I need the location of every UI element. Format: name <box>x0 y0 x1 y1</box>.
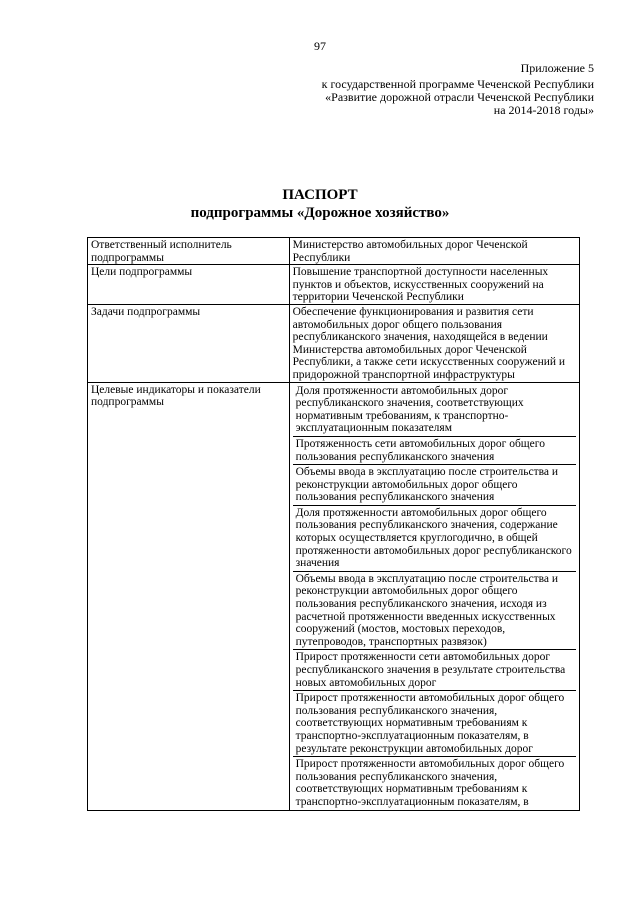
row-value: Министерство автомобильных дорог Чеченской Республики <box>289 238 579 265</box>
appendix-line: к государственной программе Чеченской Республики <box>321 77 594 91</box>
appendix-line: «Развитие дорожной отрасли Чеченской Республики <box>325 90 594 104</box>
appendix-title: Приложение 5 <box>520 61 594 75</box>
table-row <box>88 382 580 810</box>
row-label: Задачи подпрограммы <box>88 304 290 382</box>
indicator-item: Объемы ввода в эксплуатацию после строительства и реконструкции автомобильных дорог общего пользования республиканского значения <box>293 465 576 506</box>
table-row <box>88 238 580 265</box>
indicator-list <box>289 382 579 810</box>
row-value: Повышение транспортной доступности населенных пунктов и объектов, искусственных сооружений на территории Чеченской Республики <box>289 265 579 305</box>
indicator-item: Доля протяженности автомобильных дорог общего пользования республиканского значения, содержание которых осуществляется круглогодично, в общей протяженности автомобильных дорог республиканского значения <box>293 506 576 572</box>
document-title-line: ПАСПОРТ <box>282 187 358 203</box>
document-title <box>0 186 640 222</box>
row-label: Целевые индикаторы и показатели подпрограммы <box>88 382 290 810</box>
indicator-item: Прирост протяженности автомобильных дорог общего пользования республиканского значения, соответствующих нормативным требованиям к транспортно-эксплуатационным показателям, в <box>295 758 565 808</box>
row-label: Ответственный исполнитель подпрограммы <box>88 238 290 265</box>
indicator-item: Прирост протяженности автомобильных дорог общего пользования республиканского значения, соответствующих нормативным требованиям к транспортно-эксплуатационным показателям, в результате реконструкции автомобильных дорог <box>293 691 576 757</box>
indicator-item: Протяженность сети автомобильных дорог общего пользования республиканского значения <box>293 437 576 465</box>
indicator-item: Прирост протяженности сети автомобильных дорог республиканского значения в результате строительства новых автомобильных дорог <box>293 650 576 691</box>
table-row <box>88 304 580 382</box>
passport-table <box>87 237 580 811</box>
row-value: Обеспечение функционирования и развития сети автомобильных дорог общего пользования республиканского значения, находящейся в ведении Министерства автомобильных дорог Чеченской Республики, а также сети искусственных сооружений и придорожной транспортной инфраструктуры <box>289 304 579 382</box>
indicator-item: Объемы ввода в эксплуатацию после строительства и реконструкции автомобильных дорог общего пользования республиканского значения, исходя из расчетной протяженности введенных искусственных сооружений (мостов, мостовых переходов, путепроводов, транспортных развязок) <box>293 572 576 651</box>
document-subtitle-line: подпрограммы «Дорожное хозяйство» <box>190 205 450 221</box>
appendix-header <box>264 62 594 117</box>
appendix-line: на 2014-2018 годы» <box>493 103 594 117</box>
row-label: Цели подпрограммы <box>88 265 290 305</box>
indicator-item: Доля протяженности автомобильных дорог республиканского значения, соответствующих нормативным требованиям, к транспортно-эксплуатационным показателям <box>293 384 576 437</box>
page-number: 97 <box>314 39 326 53</box>
table-row <box>88 265 580 305</box>
